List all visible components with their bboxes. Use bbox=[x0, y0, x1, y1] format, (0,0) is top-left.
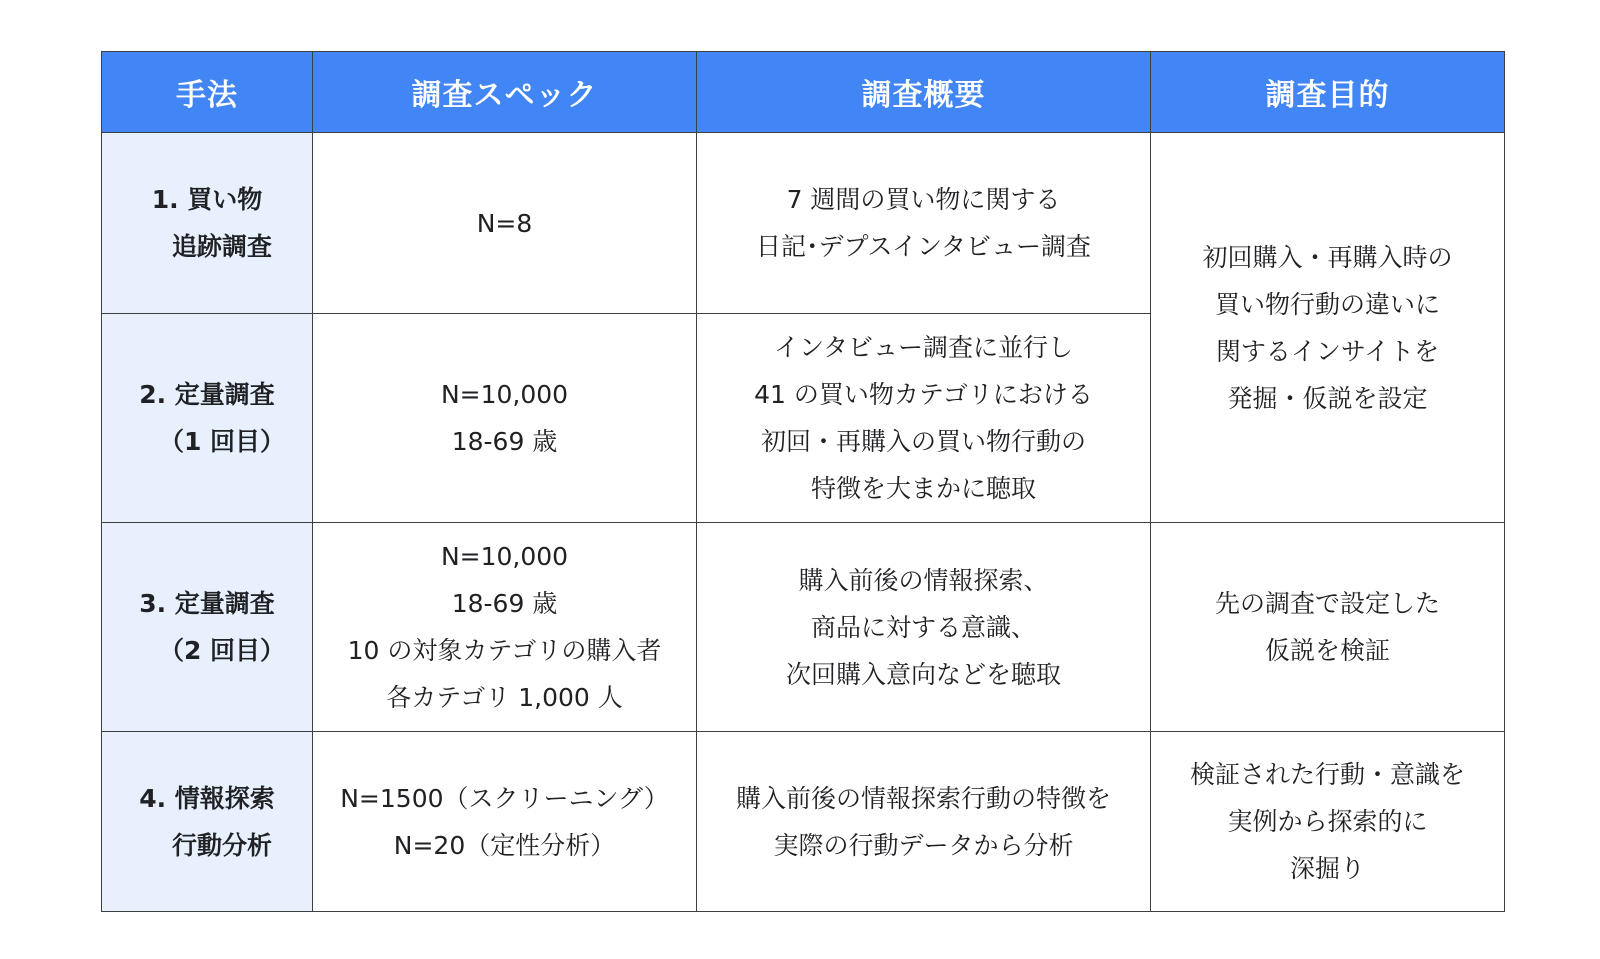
purpose-line: 初回購入・再購入時の bbox=[1202, 242, 1453, 272]
spec-cell bbox=[313, 732, 697, 912]
overview-line: インタビュー調査に並行し bbox=[773, 333, 1073, 362]
spec-line: 18-69 歳 bbox=[451, 589, 558, 618]
overview-line: 41 の買い物カテゴリにおける bbox=[754, 380, 1093, 409]
spec-line: 18-69 歳 bbox=[451, 427, 558, 456]
header-overview: 調査概要 bbox=[697, 52, 1151, 133]
purpose-line: 仮説を検証 bbox=[1264, 636, 1390, 665]
method-cell bbox=[102, 314, 313, 523]
header-row bbox=[102, 52, 1505, 133]
overview-line: 購入前後の情報探索行動の特徴を bbox=[735, 783, 1111, 813]
purpose-cell bbox=[1151, 523, 1505, 732]
spec-line: N=10,000 bbox=[440, 542, 569, 571]
header-method: 手法 bbox=[102, 52, 313, 133]
overview-line: 日記･デプスインタビュー調査 bbox=[755, 232, 1091, 261]
method-name-cont: （2 回目） bbox=[158, 636, 286, 665]
spec-line: N=1500（スクリーニング） bbox=[340, 783, 669, 813]
research-methods-table bbox=[101, 51, 1505, 912]
spec-line: N=10,000 bbox=[440, 380, 569, 409]
overview-line: 初回・再購入の買い物行動の bbox=[760, 427, 1086, 456]
method-name: 2. 定量調査 bbox=[139, 380, 275, 409]
overview-line: 7 週間の買い物に関する bbox=[786, 185, 1061, 214]
purpose-line: 先の調査で設定した bbox=[1214, 589, 1440, 618]
spec-cell bbox=[313, 314, 697, 523]
method-cell bbox=[102, 523, 313, 732]
spec-line: 10 の対象カテゴリの購入者 bbox=[347, 636, 662, 665]
header-spec: 調査スペック bbox=[313, 52, 697, 133]
overview-cell bbox=[697, 133, 1151, 314]
overview-line: 商品に対する意識、 bbox=[810, 612, 1036, 642]
spec-line: N=20（定性分析） bbox=[393, 830, 616, 860]
header-purpose: 調査目的 bbox=[1151, 52, 1505, 133]
overview-line: 特徴を大まかに聴取 bbox=[810, 474, 1036, 503]
purpose-line: 買い物行動の違いに bbox=[1214, 289, 1440, 319]
overview-line: 購入前後の情報探索、 bbox=[798, 565, 1049, 595]
method-name: 3. 定量調査 bbox=[139, 589, 275, 618]
purpose-line: 実例から探索的に bbox=[1227, 807, 1428, 836]
method-cell bbox=[102, 732, 313, 912]
method-name: 1. 買い物 bbox=[151, 185, 263, 214]
method-name-cont: 行動分析 bbox=[171, 830, 272, 860]
purpose-cell-merged bbox=[1151, 133, 1505, 523]
purpose-line: 深掘り bbox=[1289, 854, 1365, 883]
purpose-line: 発掘・仮説を設定 bbox=[1227, 383, 1428, 413]
spec-line: N=8 bbox=[476, 208, 533, 238]
table-row bbox=[102, 133, 1505, 314]
overview-cell bbox=[697, 523, 1151, 732]
purpose-line: 検証された行動・意識を bbox=[1189, 760, 1465, 789]
overview-line: 次回購入意向などを聴取 bbox=[785, 659, 1061, 689]
method-name: 4. 情報探索 bbox=[139, 783, 275, 813]
spec-line: 各カテゴリ 1,000 人 bbox=[386, 683, 623, 712]
method-name-cont: 追跡調査 bbox=[171, 232, 272, 261]
table-row bbox=[102, 732, 1505, 912]
spec-cell bbox=[313, 523, 697, 732]
spec-cell bbox=[313, 133, 697, 314]
method-name-cont: （1 回目） bbox=[158, 427, 286, 456]
table-row bbox=[102, 523, 1505, 732]
overview-line: 実際の行動データから分析 bbox=[773, 830, 1074, 860]
overview-cell bbox=[697, 314, 1151, 523]
purpose-cell bbox=[1151, 732, 1505, 912]
method-cell bbox=[102, 133, 313, 314]
overview-cell bbox=[697, 732, 1151, 912]
purpose-line: 関するインサイトを bbox=[1215, 336, 1440, 366]
